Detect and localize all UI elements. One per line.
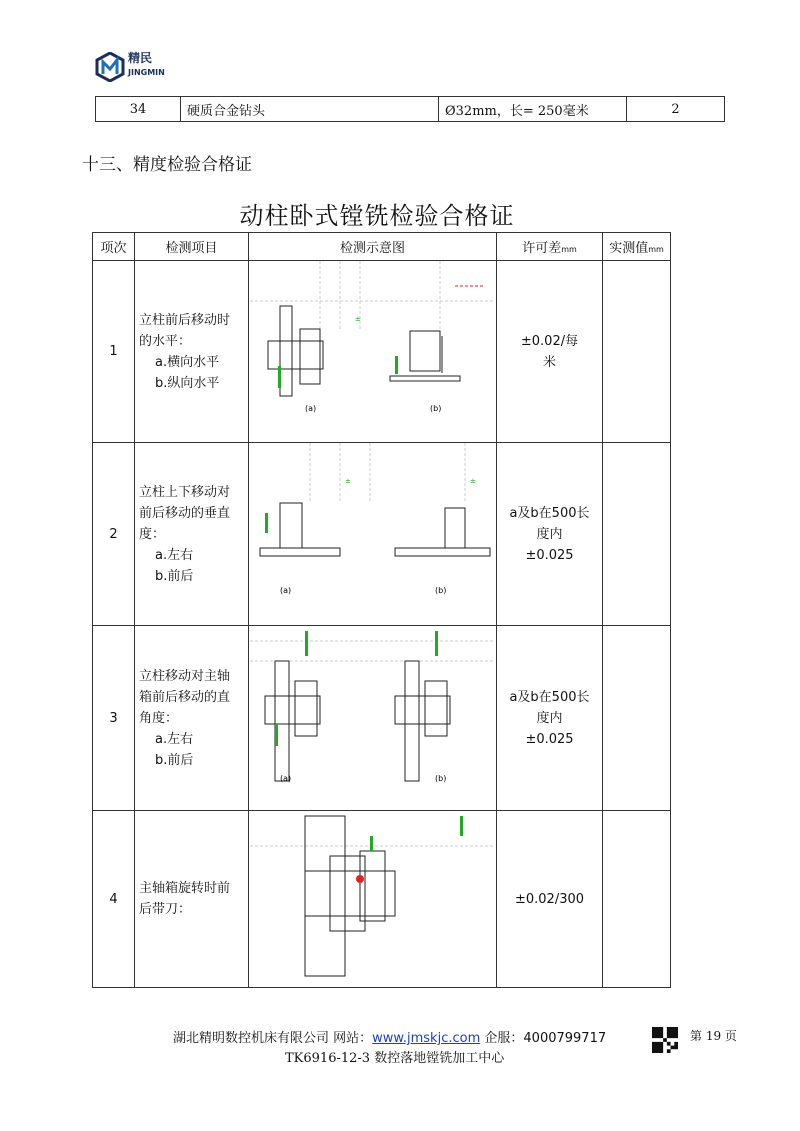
row-item: 立柱移动对主轴 箱前后移动的直 角度： a.左右 b.前后 bbox=[135, 626, 249, 811]
certificate-table bbox=[92, 232, 671, 988]
part-name: 硬质合金钻头 bbox=[181, 97, 439, 122]
service-phone: 4000799717 bbox=[523, 1031, 607, 1046]
col-measured: 实测值mm bbox=[603, 233, 671, 261]
row-no: 3 bbox=[93, 626, 135, 811]
table-row bbox=[93, 443, 671, 626]
certificate-title: 动柱卧式镗铣检验合格证 bbox=[239, 202, 515, 230]
diagram-perpendicularity bbox=[250, 443, 495, 621]
row-item: 立柱前后移动时 的水平： a.横向水平 b.纵向水平 bbox=[135, 261, 249, 443]
col-item: 检测项目 bbox=[135, 233, 249, 261]
table-header bbox=[93, 233, 671, 261]
row-item: 立柱上下移动对 前后移动的垂直 度： a.左右 b.前后 bbox=[135, 443, 249, 626]
part-spec: Ø32mm，长= 250毫米 bbox=[439, 97, 627, 122]
svg-text:±: ± bbox=[345, 477, 351, 485]
row-no: 4 bbox=[93, 811, 135, 988]
model-name: TK6916-12-3 数控落地镗铣加工中心 bbox=[285, 1051, 505, 1066]
part-qty: 2 bbox=[627, 97, 725, 122]
service-label: 企服： bbox=[484, 1031, 524, 1046]
label-a: (a) bbox=[305, 404, 317, 413]
col-tolerance: 许可差mm bbox=[497, 233, 603, 261]
diagram-cell bbox=[249, 811, 497, 988]
row-measured[interactable] bbox=[603, 811, 671, 988]
row-tolerance: ±0.02/300 bbox=[497, 811, 603, 988]
svg-text:±: ± bbox=[470, 477, 476, 485]
diagram-cell bbox=[249, 626, 497, 811]
table-row bbox=[93, 811, 671, 988]
label-a: (a) bbox=[280, 586, 292, 595]
table-row bbox=[93, 626, 671, 811]
diagram-squareness bbox=[250, 626, 495, 806]
part-no: 34 bbox=[96, 97, 181, 122]
svg-text:±: ± bbox=[355, 315, 361, 323]
row-no: 1 bbox=[93, 261, 135, 443]
parts-table bbox=[95, 96, 725, 122]
table-row bbox=[96, 97, 725, 122]
row-measured[interactable] bbox=[603, 261, 671, 443]
row-no: 2 bbox=[93, 443, 135, 626]
page-number: 第 19 页 bbox=[690, 1029, 737, 1043]
row-tolerance: a及b在500长 度内 ±0.025 bbox=[497, 443, 603, 626]
logo-text: 精民 JINGMIN bbox=[128, 51, 165, 77]
label-b: (b) bbox=[430, 404, 442, 413]
col-no: 项次 bbox=[93, 233, 135, 261]
diagram-cell bbox=[249, 443, 497, 626]
row-measured[interactable] bbox=[603, 443, 671, 626]
diagram-level bbox=[250, 261, 495, 438]
row-item: 主轴箱旋转时前 后带刀： bbox=[135, 811, 249, 988]
table-row bbox=[93, 261, 671, 443]
col-diagram: 检测示意图 bbox=[249, 233, 497, 261]
qr-code-icon bbox=[652, 1027, 678, 1053]
website-link[interactable]: www.jmskjc.com bbox=[372, 1031, 481, 1046]
diagram-cell bbox=[249, 261, 497, 443]
label-b: (b) bbox=[435, 774, 447, 783]
company-name: 湖北精明数控机床有限公司 bbox=[173, 1031, 330, 1046]
row-tolerance: a及b在500长 度内 ±0.025 bbox=[497, 626, 603, 811]
label-b: (b) bbox=[435, 586, 447, 595]
diagram-spindle-rotation bbox=[250, 811, 495, 983]
site-label: 网站： bbox=[333, 1031, 373, 1046]
label-a: (a) bbox=[280, 774, 292, 783]
row-tolerance: ±0.02/每 米 bbox=[497, 261, 603, 443]
row-measured[interactable] bbox=[603, 626, 671, 811]
section-heading: 十三、精度检验合格证 bbox=[82, 155, 252, 175]
